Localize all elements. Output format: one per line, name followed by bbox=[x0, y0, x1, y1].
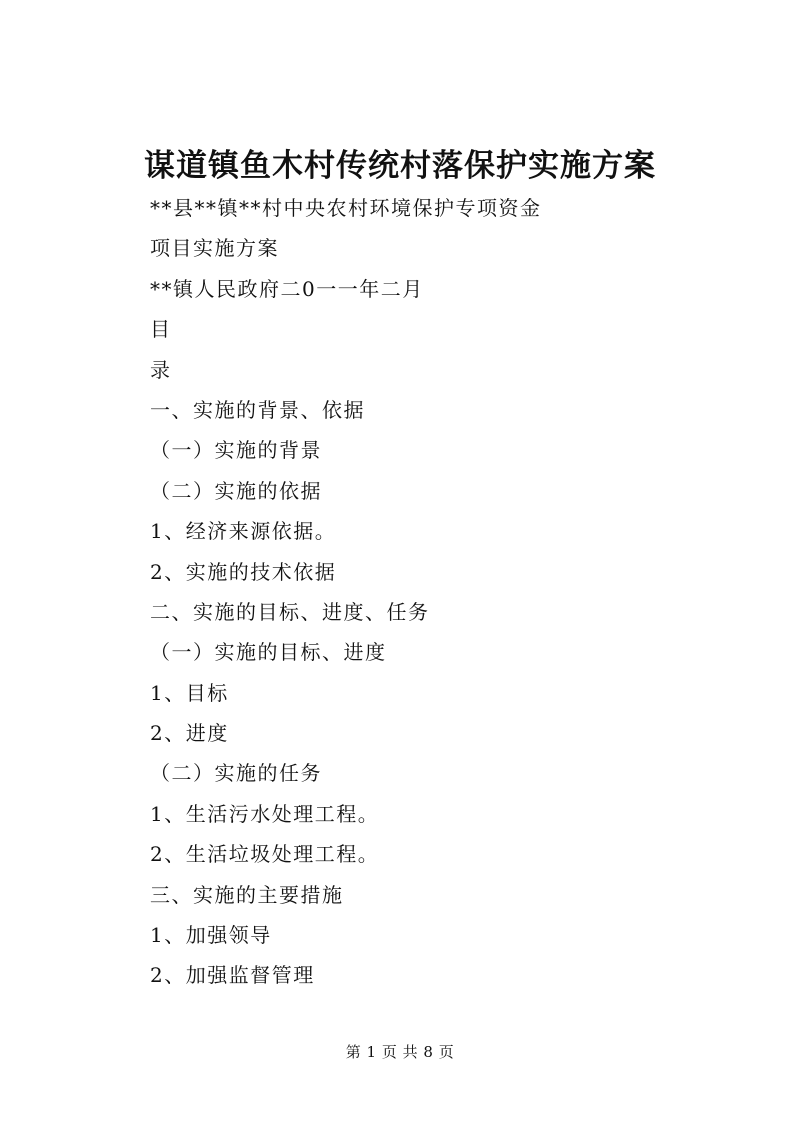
toc-item: 1、加强领导 bbox=[150, 923, 272, 948]
toc-item: 二、实施的目标、进度、任务 bbox=[150, 599, 430, 624]
toc-item: 一、实施的背景、依据 bbox=[150, 397, 365, 422]
toc-item: 2、实施的技术依据 bbox=[150, 559, 337, 584]
body-line: **县**镇**村中央农村环境保护专项资金 bbox=[150, 196, 542, 220]
document-body bbox=[150, 188, 750, 996]
body-line: **镇人民政府二0一一年二月 bbox=[150, 276, 424, 301]
toc-item: 三、实施的主要措施 bbox=[150, 882, 344, 907]
document-title: 谋道镇鱼木村传统村落保护实施方案 bbox=[144, 148, 656, 184]
toc-item: 1、目标 bbox=[150, 680, 229, 705]
toc-heading-part2: 录 bbox=[150, 357, 172, 382]
toc-item: 1、生活污水处理工程。 bbox=[150, 801, 380, 826]
toc-item: 2、进度 bbox=[150, 721, 229, 746]
toc-item: 1、经济来源依据。 bbox=[150, 519, 337, 544]
toc-item: 2、生活垃圾处理工程。 bbox=[150, 842, 380, 867]
toc-heading-part1: 目 bbox=[150, 317, 172, 342]
toc-item: 2、加强监督管理 bbox=[150, 963, 315, 988]
page-number: 第 1 页 共 8 页 bbox=[345, 1043, 455, 1061]
toc-item: （二）实施的任务 bbox=[150, 761, 322, 786]
toc-item: （二）实施的依据 bbox=[150, 478, 322, 503]
toc-item: （一）实施的背景 bbox=[150, 438, 322, 463]
body-line: 项目实施方案 bbox=[150, 236, 279, 261]
toc-item: （一）实施的目标、进度 bbox=[150, 640, 387, 665]
